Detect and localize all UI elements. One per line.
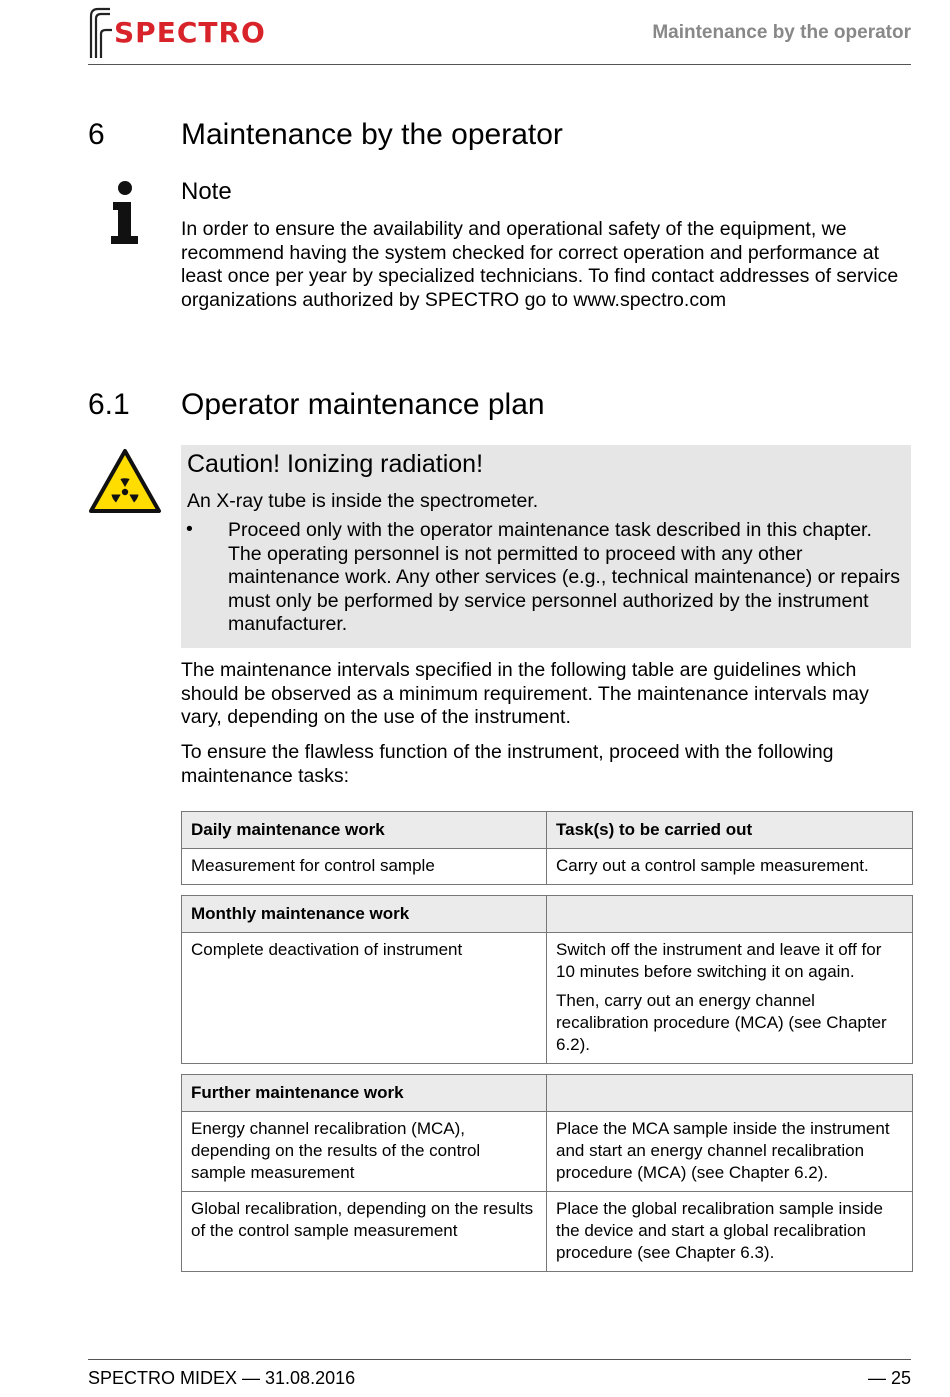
caution-subtitle: An X-ray tube is inside the spectrometer.: [187, 490, 539, 512]
further-maintenance-table: [181, 1074, 913, 1272]
table-header-row: [182, 1075, 913, 1112]
table-row: [182, 849, 913, 885]
task-text: Carry out a control sample measurement.: [556, 856, 869, 875]
subsection-number: 6.1: [88, 388, 130, 421]
table-row: [182, 1192, 913, 1272]
work-cell: Complete deactivation of instrument: [182, 933, 547, 1064]
monthly-maintenance-table: [181, 895, 913, 1064]
task-cell: [547, 1112, 913, 1192]
footer-divider: [88, 1359, 911, 1360]
table-row: [182, 933, 913, 1064]
logo-text: SPECTRO: [114, 16, 266, 49]
footer-page-number: — 25: [867, 1368, 911, 1388]
subsection-title: Operator maintenance plan: [181, 388, 545, 421]
task-cell: [547, 849, 913, 885]
section-number: 6: [88, 118, 105, 151]
task-text: Switch off the instrument and leave it off for 10 minutes before switching it on again.: [556, 940, 882, 981]
work-cell: Global recalibration, depending on the results of the control sample measurement: [182, 1192, 547, 1272]
info-icon: [107, 180, 143, 246]
task-text: Then, carry out an energy channel recalibration procedure (MCA) (see Chapter 6.2).: [556, 991, 887, 1054]
spectro-logo: [88, 6, 273, 60]
task-text: Place the MCA sample inside the instrument and start an energy channel recalibration procedure (MCA) (see Chapter 6.2).: [556, 1119, 890, 1182]
section-title: Maintenance by the operator: [181, 118, 563, 151]
header-title: Maintenance by the operator: [652, 22, 911, 43]
daily-maintenance-table: [181, 811, 913, 885]
footer-document-info: SPECTRO MIDEX — 31.08.2016: [88, 1368, 356, 1388]
table-header-cell: [547, 1075, 913, 1112]
note-title: Note: [181, 178, 232, 205]
caution-title: Caution! Ionizing radiation!: [187, 450, 484, 478]
tasks-paragraph: To ensure the flawless function of the instrument, proceed with the following maintenance tasks:: [181, 741, 834, 787]
note-body: In order to ensure the availability and operational safety of the equipment, we recommend having the system checked for correct operation and performance at least once per year by specialized technicians. To find contact addresses of service organizations authorized by SPECTRO go to www.spectro.com: [181, 218, 899, 311]
task-cell: [547, 1192, 913, 1272]
table-header-cell: Further maintenance work: [182, 1075, 547, 1112]
bullet-icon: •: [186, 518, 193, 540]
table-header-row: [182, 896, 913, 933]
task-cell: [547, 933, 913, 1064]
table-header-cell: Monthly maintenance work: [182, 896, 547, 933]
table-header-cell: [547, 896, 913, 933]
header-divider: [88, 64, 911, 65]
radiation-warning-icon: [88, 448, 162, 514]
table-row: [182, 1112, 913, 1192]
intro-paragraph: The maintenance intervals specified in the following table are guidelines which should be observed as a minimum requirement. The maintenance intervals may vary, depending on the use of the instrument.: [181, 659, 869, 728]
table-header-cell: Task(s) to be carried out: [547, 812, 913, 849]
work-cell: Energy channel recalibration (MCA), depending on the results of the control sample measurement: [182, 1112, 547, 1192]
caution-instruction: Proceed only with the operator maintenance task described in this chapter. The operating personnel is not permitted to proceed with any other maintenance work. Any other services (e.g., technical maintenance) or repairs must only be performed by service personnel authorized by the instrument manufacturer.: [228, 519, 900, 635]
table-header-cell: Daily maintenance work: [182, 812, 547, 849]
table-header-row: [182, 812, 913, 849]
work-cell: Measurement for control sample: [182, 849, 547, 885]
task-text: Place the global recalibration sample inside the device and start a global recalibration procedure (see Chapter 6.3).: [556, 1199, 883, 1262]
